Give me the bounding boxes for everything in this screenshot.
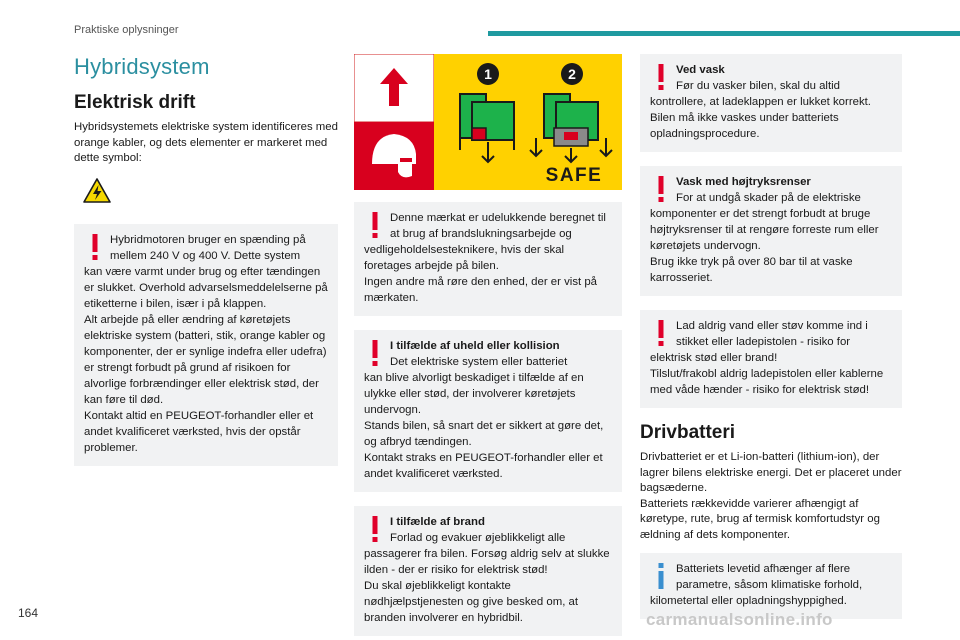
warning-title: I tilfælde af uheld eller kollision bbox=[390, 340, 560, 352]
warning-icon bbox=[656, 63, 666, 91]
picto-number-1: 1 bbox=[484, 66, 492, 82]
warning-box-fire bbox=[354, 506, 622, 636]
warning-text-first: Forlad og evakuer øjeblikkeligt alle bbox=[390, 532, 566, 544]
warning-text-1: elektrisk stød eller brand! bbox=[650, 352, 778, 364]
warning-box-washing bbox=[640, 54, 902, 152]
section-title: Hybridsystem bbox=[74, 54, 210, 79]
header-section-title: Praktiske oplysninger bbox=[74, 24, 179, 36]
warning-title: I tilfælde af brand bbox=[390, 516, 485, 528]
warning-title: Vask med højtryksrenser bbox=[676, 176, 811, 188]
warning-text-1: kontrollere, at ladeklappen er lukket korrekt. Bilen må ikke vaskes under batteriets opladningsprocedure. bbox=[650, 96, 871, 140]
column-middle bbox=[354, 54, 622, 640]
info-text-first: Batteriets levetid afhænger af flere parametre, såsom klimatiske forhold, bbox=[676, 563, 863, 591]
picto-number-2: 2 bbox=[568, 66, 576, 82]
warning-box-water-dust bbox=[640, 310, 902, 408]
high-voltage-icon bbox=[82, 177, 338, 210]
warning-text-first: Før du vasker bilen, skal du altid bbox=[676, 80, 840, 92]
battery-text-1: Drivbatteriet er et Li-ion-batteri (lithium-ion), der lagrer bilens elektriske energi. Det er placeret under bagsæderne. bbox=[640, 451, 902, 494]
info-icon bbox=[656, 562, 666, 590]
warning-icon bbox=[90, 233, 100, 261]
warning-text-3: Kontakt altid en PEUGEOT-forhandler eller et andet kvalificeret værksted, hvis der opstår problemer. bbox=[84, 409, 314, 454]
warning-text-first: Det elektriske system eller batteriet bbox=[390, 356, 568, 368]
column-left bbox=[74, 54, 338, 480]
intro-text: Hybridsystemets elektriske system identificeres med orange kabler, og dets elementer er markeret med dette symbol: bbox=[74, 121, 338, 164]
heading-drive-battery: Drivbatteri bbox=[640, 422, 736, 443]
warning-icon bbox=[656, 175, 666, 203]
warning-text-1: passagerer fra bilen. Forsøg aldrig selv at slukke ilden - der er risiko for elektrisk stød! bbox=[364, 548, 610, 576]
warning-text-1: kan være varmt under brug og efter tændingen er slukket. Overhold advarselsmeddelelserne på etiketterne i bilen, især i på klappen. bbox=[84, 265, 328, 310]
safe-label: SAFE bbox=[545, 165, 603, 186]
watermark: carmanualsonline.info bbox=[646, 610, 833, 629]
warning-text-first: Denne mærkat er udelukkende beregnet til at brug af brandslukningsarbejde og bbox=[390, 212, 606, 240]
warning-box-voltage bbox=[74, 224, 338, 466]
warning-box-pressure-washer bbox=[640, 166, 902, 296]
warning-text-3: Kontakt straks en PEUGEOT-forhandler eller et andet kvalificeret værksted. bbox=[364, 452, 603, 480]
warning-text-2: Tilslut/frakobl aldrig ladepistolen eller kablerne med våde hænder - risiko for elektrisk stød! bbox=[650, 368, 884, 396]
warning-text-2: Ingen andre må røre den enhed, der er vist på mærkaten. bbox=[364, 276, 598, 304]
warning-text-2: Alt arbejde på eller ændring af køretøjets elektriske system (batteri, stik, orange kabler og komponenter, der er synlige indefra eller udefra) er strengt forbudt på grund af risikoen for alvorlige forbrændinger eller elektrisk stød, der kan føre til død. bbox=[84, 313, 327, 406]
heading-electric-drive: Elektrisk drift bbox=[74, 92, 196, 113]
warning-icon bbox=[370, 515, 380, 543]
warning-icon bbox=[370, 339, 380, 367]
warning-icon bbox=[656, 319, 666, 347]
warning-title: Ved vask bbox=[676, 64, 725, 76]
warning-text-2: Du skal øjeblikkeligt kontakte nødhjælpstjenesten og give besked om, at branden involverer en hybridbil. bbox=[364, 580, 579, 624]
battery-text-2: Batteriets rækkevidde varierer afhængigt af køretype, rute, brug af termisk komfortudstyr og ældning af dets komponenter. bbox=[640, 497, 880, 541]
warning-box-label bbox=[354, 202, 622, 316]
header-accent-bar bbox=[488, 31, 960, 36]
warning-text-1: kan blive alvorligt beskadiget i tilfælde af en ulykke eller stød, der involverer køretøjets undervogn. bbox=[364, 372, 584, 416]
warning-box-accident bbox=[354, 330, 622, 492]
warning-text-1: vedligeholdelsesteknikere, hvis der skal foretages arbejde på bilen. bbox=[364, 244, 565, 272]
warning-text-first: For at undgå skader på de elektriske bbox=[676, 192, 861, 204]
warning-icon bbox=[370, 211, 380, 239]
warning-text-2: Brug ikke tryk på over 80 bar til at vaske karrosseriet. bbox=[650, 256, 853, 284]
warning-text-1: komponenter er det strengt forbudt at bruge højtryksrenser til at rengøre forreste rum eller køretøjets undervogn. bbox=[650, 208, 879, 252]
info-text-1: kilometertal eller opladningshyppighed. bbox=[650, 595, 847, 607]
safety-pictogram bbox=[354, 54, 622, 190]
warning-text-first: Lad aldrig vand eller støv komme ind i stikket eller ladepistolen - risiko for bbox=[676, 320, 868, 348]
warning-text-first: Hybridmotoren bruger en spænding på mellem 240 V og 400 V. Dette system bbox=[110, 233, 306, 262]
column-right bbox=[640, 54, 902, 633]
page-number: 164 bbox=[18, 606, 39, 620]
warning-text-2: Stands bilen, så snart det er sikkert at gøre det, og afbryd tændingen. bbox=[364, 420, 604, 448]
